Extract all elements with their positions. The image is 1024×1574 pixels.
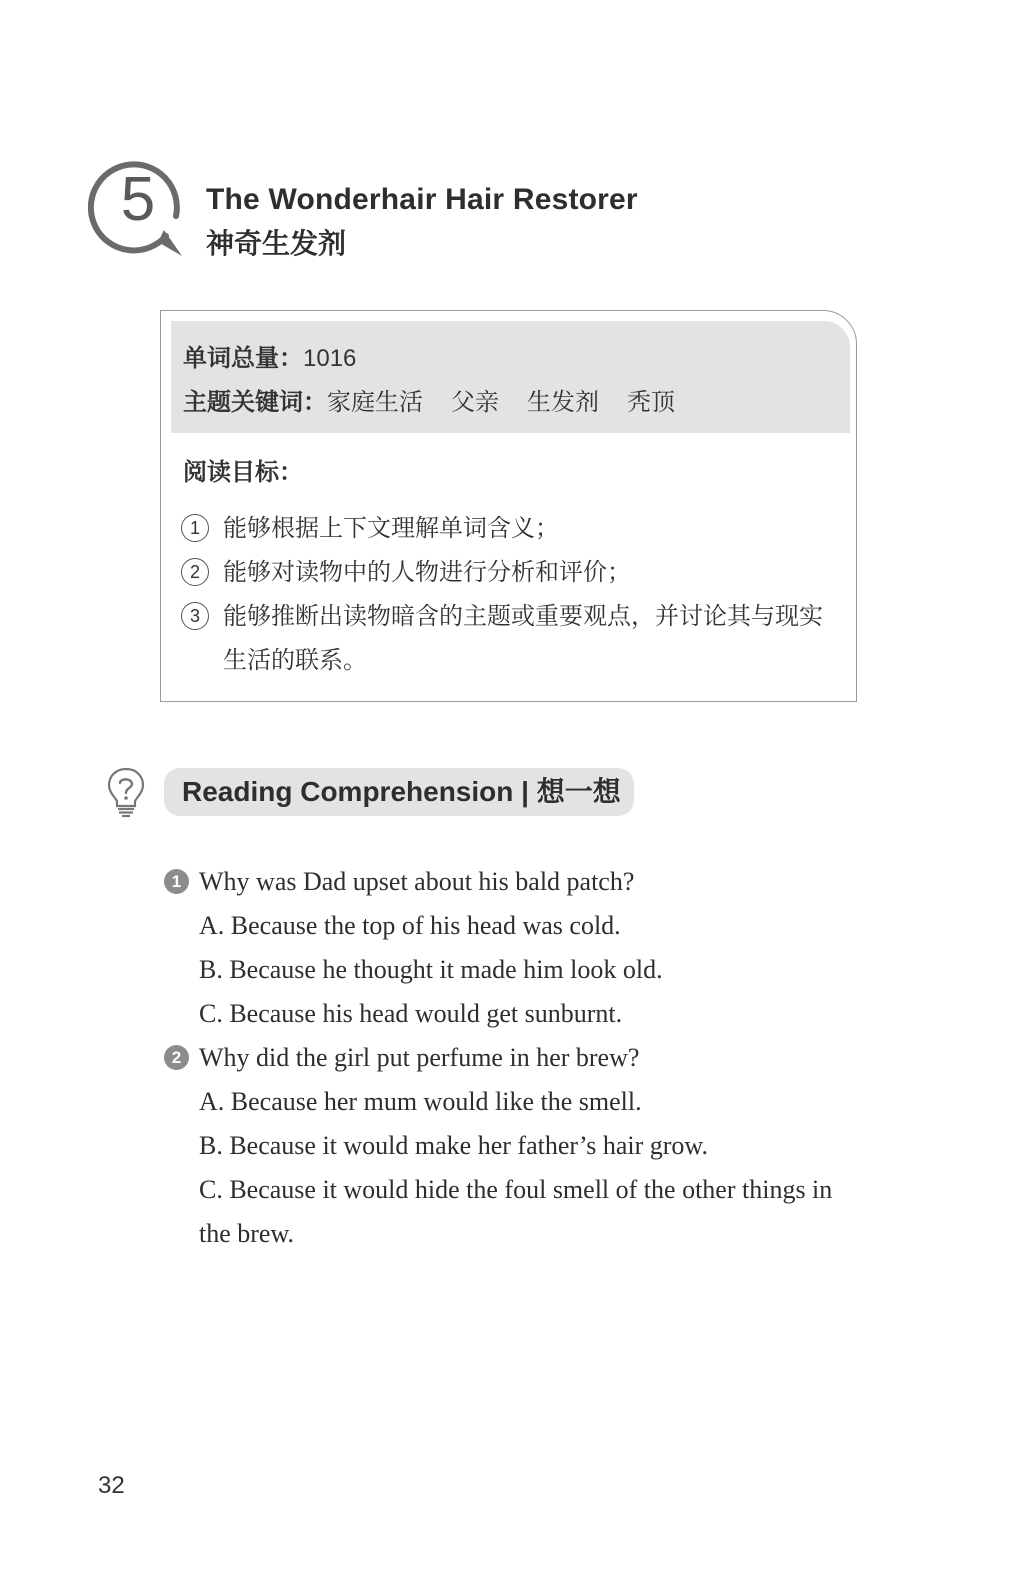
answer-option-text: C. Because it would hide the foul smell of the other things in the brew. bbox=[199, 1175, 833, 1248]
chapter-title-zh: 神奇生发剂 bbox=[206, 228, 347, 259]
chapter-number: 5 bbox=[120, 165, 156, 234]
keyword: 秃顶 bbox=[627, 389, 675, 416]
question-number: 1 bbox=[164, 869, 189, 894]
answer-option-text: A. Because the top of his head was cold. bbox=[199, 911, 621, 940]
keyword: 生发剂 bbox=[527, 389, 599, 416]
answer-option bbox=[164, 1080, 884, 1124]
question-text: Why was Dad upset about his bald patch? bbox=[199, 867, 635, 896]
answer-option-text: C. Because his head would get sunburnt. bbox=[199, 999, 623, 1028]
keywords-label: 主题关键词： bbox=[183, 389, 327, 416]
question bbox=[164, 860, 884, 904]
answer-option bbox=[164, 904, 884, 948]
goal-text: 能够根据上下文理解单词含义； bbox=[223, 515, 559, 542]
info-header bbox=[171, 321, 850, 433]
word-count-label: 单词总量： bbox=[183, 345, 303, 372]
page-number: 32 bbox=[98, 1472, 125, 1499]
answer-option-text: B. Because he thought it made him look old. bbox=[199, 955, 663, 984]
goal-text: 能够推断出读物暗含的主题或重要观点，并讨论其与现实生活的联系。 bbox=[223, 603, 823, 674]
lightbulb-question-icon bbox=[106, 766, 146, 818]
goal-text: 能够对读物中的人物进行分析和评价； bbox=[223, 559, 631, 586]
answer-option bbox=[164, 1124, 884, 1168]
keyword: 家庭生活 bbox=[327, 389, 423, 416]
answer-option bbox=[164, 948, 884, 992]
goal-number: 2 bbox=[181, 558, 209, 586]
question-text: Why did the girl put perfume in her brew? bbox=[199, 1043, 640, 1072]
reading-info-box bbox=[160, 310, 857, 702]
chapter-number-badge bbox=[88, 150, 188, 260]
question-number: 2 bbox=[164, 1045, 189, 1070]
goal-number: 1 bbox=[181, 514, 209, 542]
chapter-title-en: The Wonderhair Hair Restorer bbox=[206, 183, 638, 216]
word-count-value: 1016 bbox=[303, 345, 357, 372]
answer-option-text: A. Because her mum would like the smell. bbox=[199, 1087, 642, 1116]
question bbox=[164, 1036, 884, 1080]
goal-item bbox=[181, 551, 843, 595]
chapter-title bbox=[206, 180, 638, 264]
answer-option-text: B. Because it would make her father’s hair grow. bbox=[199, 1131, 709, 1160]
answer-option bbox=[164, 992, 884, 1036]
word-count-line bbox=[183, 343, 356, 375]
question-list bbox=[164, 860, 884, 1256]
answer-option bbox=[164, 1168, 884, 1256]
goal-item bbox=[181, 507, 843, 551]
goals-title: 阅读目标： bbox=[183, 459, 303, 486]
keyword: 父亲 bbox=[451, 389, 499, 416]
goal-number: 3 bbox=[181, 602, 209, 630]
goal-item bbox=[181, 595, 843, 683]
keywords-line bbox=[183, 387, 703, 419]
section-title: Reading Comprehension | 想一想 bbox=[164, 768, 634, 816]
